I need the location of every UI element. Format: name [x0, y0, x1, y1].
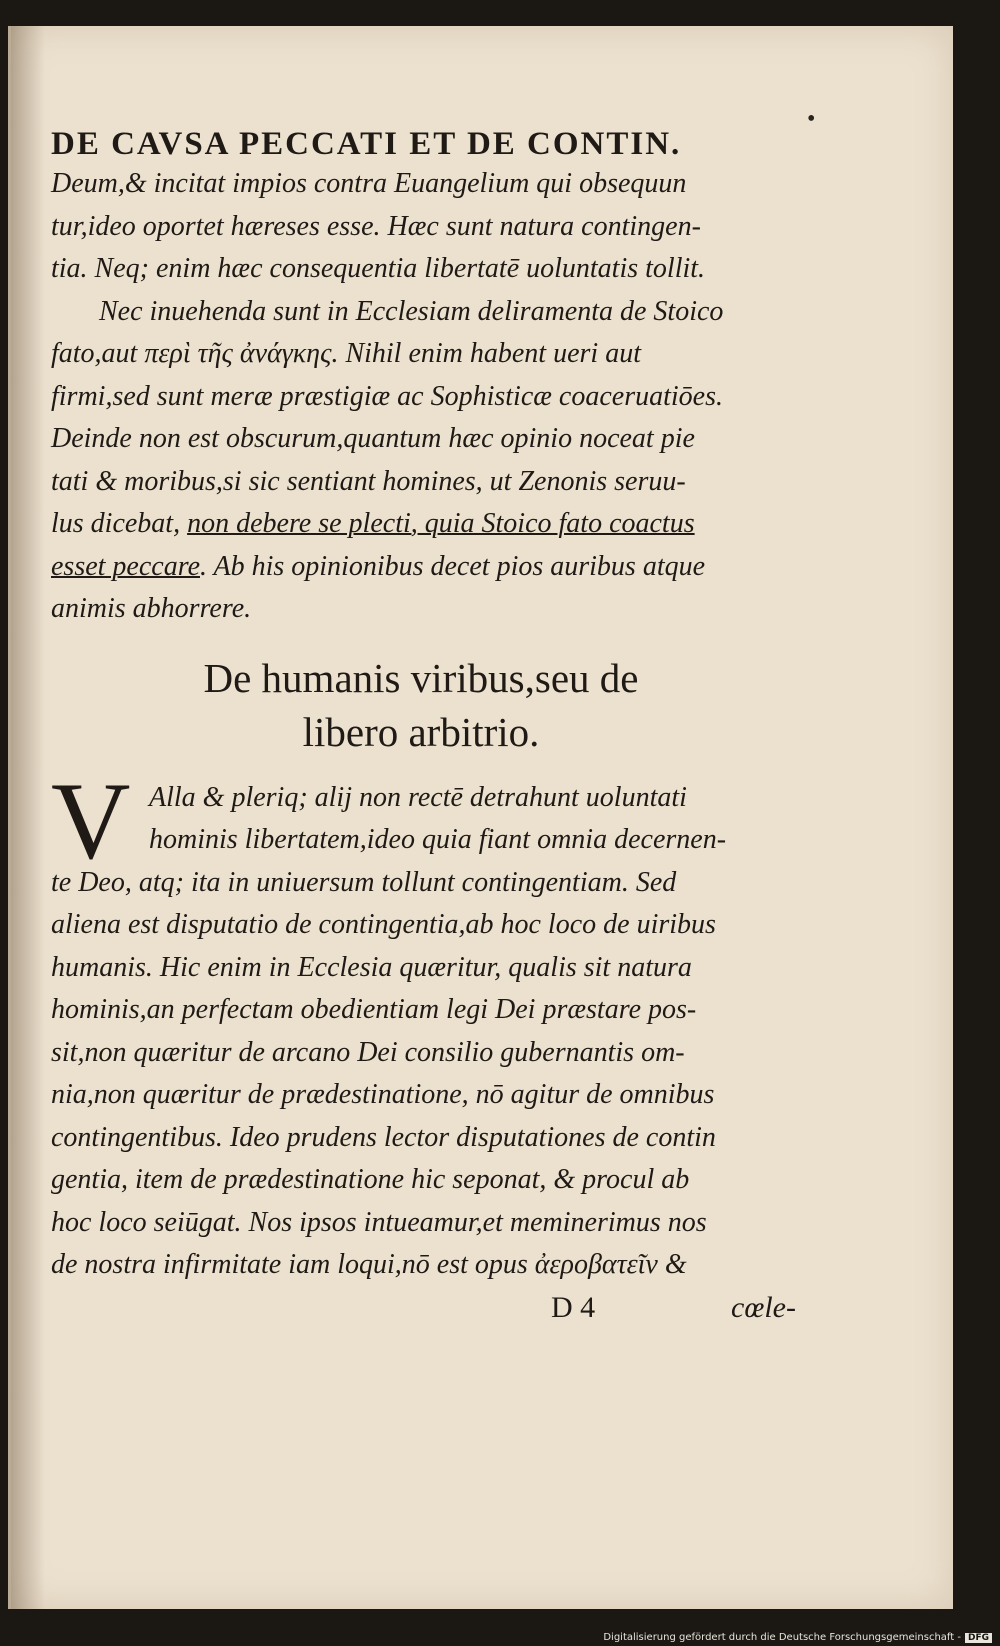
text-line: firmi,sed sunt meræ præstigiæ ac Sophisticæ coaceruatiōes.: [51, 380, 723, 412]
text-line: hominis libertatem,ideo quia fiant omnia decernen-: [149, 824, 727, 855]
text-line: hominis,an perfectam obedientiam legi Dei præstare pos-: [51, 994, 697, 1025]
corner-mark: •: [807, 106, 816, 132]
text-line: hoc loco seiūgat. Nos ipsos intueamur,et meminerimus nos: [51, 1206, 707, 1238]
drop-cap: V: [51, 759, 131, 882]
text-line: tia. Neq; enim hæc consequentia libertatē uoluntatis tollit.: [51, 253, 706, 284]
book-page: [8, 26, 953, 1609]
text-block: [51, 126, 841, 1341]
text-line: Alla & pleriq; alij non rectē detrahunt uoluntati: [149, 781, 687, 813]
signature-mark: D 4: [551, 1290, 596, 1324]
text-line: sit,non quæritur de arcano Dei consilio gubernantis om-: [51, 1036, 685, 1068]
page-footer: [51, 1291, 841, 1341]
text-line: Nec inuehenda sunt in Ecclesiam deliramenta de Stoico: [99, 295, 724, 327]
text-line: nia,non quæritur de prædestinatione, nō agitur de omnibus: [51, 1079, 715, 1110]
text-segment: . Ab his opinionibus decet pios auribus atque: [200, 550, 706, 582]
paragraph-1: [51, 163, 841, 291]
text-line: Deinde non est obscurum,quantum hæc opinio noceat pie: [51, 423, 695, 454]
text-line: [51, 546, 841, 589]
text-line: tur,ideo oportet hæreses esse. Hæc sunt natura contingen-: [51, 210, 701, 242]
catchword: cœle-: [731, 1290, 796, 1324]
text-line: tati & moribus,si sic sentiant homines, ut Zenonis seruu-: [51, 465, 686, 497]
dfg-logo: DFG: [965, 1633, 992, 1643]
text-line: aliena est disputatio de contingentia,ab hoc loco de uiribus: [51, 909, 716, 940]
paragraph-2: [51, 291, 841, 631]
credit-text: Digitalisierung gefördert durch die Deutsche Forschungsgemeinschaft -: [603, 1632, 961, 1643]
underlined-text: esset peccare: [51, 550, 200, 582]
heading-line: De humanis viribus,seu de: [203, 654, 639, 701]
text-line: Deum,& incitat impios contra Euangelium qui obsequun: [51, 168, 687, 199]
text-line: animis abhorrere.: [51, 593, 252, 624]
section-heading: [51, 651, 841, 759]
text-line: fato,aut περὶ τῆς ἀνάγκης. Nihil enim habent ueri aut: [51, 338, 641, 369]
text-line: humanis. Hic enim in Ecclesia quæritur, qualis sit natura: [51, 951, 692, 983]
running-head: DE CAVSA PECCATI ET DE CONTIN.: [51, 126, 682, 162]
gutter-shadow: [11, 26, 45, 1609]
funding-credit: [603, 1632, 992, 1643]
text-line: de nostra infirmitate iam loqui,nō est opus ἀεροβατεῖν &: [51, 1249, 687, 1280]
text-line: contingentibus. Ideo prudens lector disputationes de contin: [51, 1121, 716, 1153]
text-line: gentia, item de prædestinatione hic seponat, & procul ab: [51, 1164, 690, 1195]
text-segment: lus dicebat,: [51, 508, 188, 539]
paragraph-3: [51, 759, 841, 1287]
text-line: [51, 503, 841, 546]
heading-line: libero arbitrio.: [302, 708, 540, 755]
text-line: te Deo, atq; ita in uniuersum tollunt contingentiam. Sed: [51, 866, 677, 898]
underlined-text: non debere se plecti, quia Stoico fato coactus: [187, 508, 695, 539]
